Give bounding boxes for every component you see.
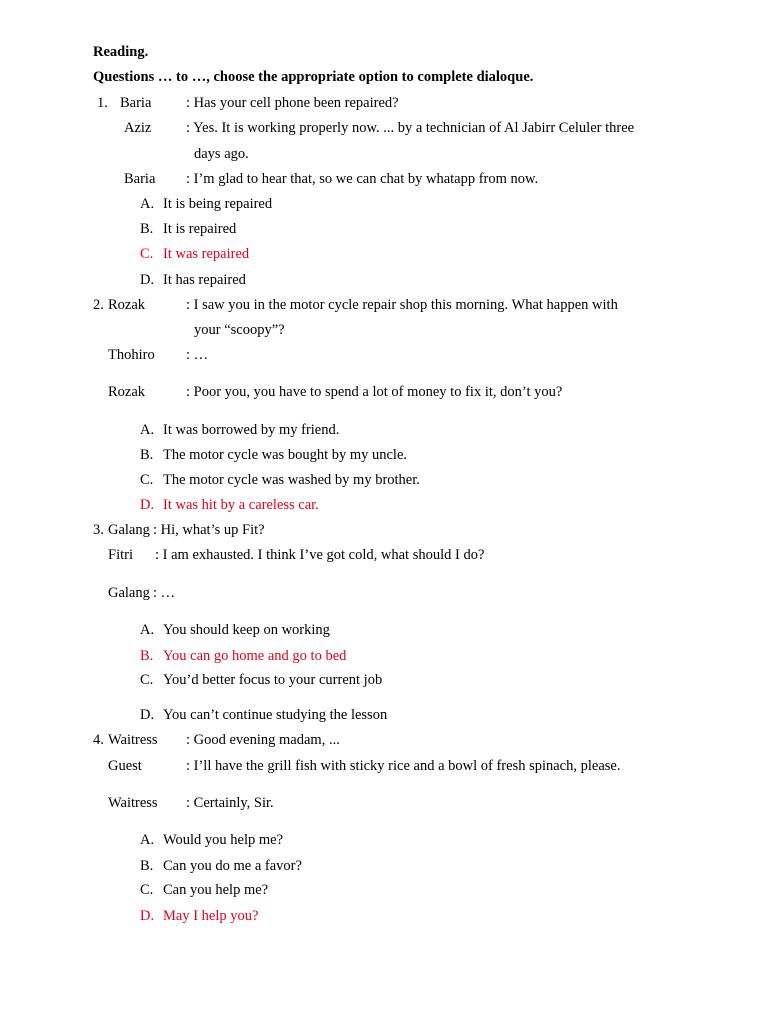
dialogue-line: : Certainly, Sir. <box>186 795 274 811</box>
speaker-name: Baria <box>120 95 152 111</box>
option-letter: C. <box>140 882 154 898</box>
option-letter-answer: D. <box>140 908 155 924</box>
speaker-name: Rozak <box>108 384 146 400</box>
dialogue-line: : Hi, what’s up Fit? <box>153 522 265 538</box>
dialogue-line: : … <box>186 347 209 363</box>
option-letter: D. <box>140 707 155 723</box>
dialogue-line: : Has your cell phone been repaired? <box>186 95 399 111</box>
speaker-name: Fitri <box>108 547 133 563</box>
option-letter: B. <box>140 858 154 874</box>
dialogue-line: : Poor you, you have to spend a lot of money to fix it, don’t you? <box>186 384 563 400</box>
document-title: Reading. <box>93 44 149 60</box>
option-letter: A. <box>140 832 155 848</box>
question-number: 4. <box>93 732 104 748</box>
speaker-name: Aziz <box>124 120 152 136</box>
question-number: 1. <box>97 95 108 111</box>
option-letter: C. <box>140 472 154 488</box>
option-letter: C. <box>140 672 154 688</box>
option-text-answer: It was hit by a careless car. <box>163 497 319 513</box>
speaker-name: Waitress <box>108 732 158 748</box>
option-text: It is being repaired <box>163 196 273 212</box>
option-text-answer: You can go home and go to bed <box>163 648 347 664</box>
option-letter: B. <box>140 447 154 463</box>
option-letter: A. <box>140 422 155 438</box>
dialogue-line: : … <box>153 585 176 601</box>
option-letter: A. <box>140 622 155 638</box>
speaker-name: Waitress <box>108 795 158 811</box>
question-number: 2. <box>93 297 104 313</box>
option-text: It was borrowed by my friend. <box>163 422 340 438</box>
option-letter: A. <box>140 196 155 212</box>
option-text: Would you help me? <box>163 832 284 848</box>
speaker-name: Baria <box>124 171 156 187</box>
option-text: Can you do me a favor? <box>163 858 302 874</box>
speaker-name: Thohiro <box>108 347 155 363</box>
option-text: The motor cycle was bought by my uncle. <box>163 447 408 463</box>
speaker-name: Galang <box>108 585 150 601</box>
option-text: You’d better focus to your current job <box>163 672 383 688</box>
speaker-name: Galang <box>108 522 150 538</box>
option-text: Can you help me? <box>163 882 269 898</box>
dialogue-line: : I’ll have the grill fish with sticky rice and a bowl of fresh spinach, please. <box>186 758 621 774</box>
speaker-name: Guest <box>108 758 142 774</box>
option-text: The motor cycle was washed by my brother. <box>163 472 420 488</box>
question-number: 3. <box>93 522 104 538</box>
option-letter-answer: D. <box>140 497 155 513</box>
speaker-name: Rozak <box>108 297 146 313</box>
dialogue-line: : I’m glad to hear that, so we can chat by whatapp from now. <box>186 171 539 187</box>
option-text-answer: May I help you? <box>163 908 259 924</box>
option-letter-answer: C. <box>140 246 154 262</box>
dialogue-line-continued: days ago. <box>194 146 249 162</box>
option-text: It is repaired <box>163 221 237 237</box>
option-letter: B. <box>140 221 154 237</box>
option-letter-answer: B. <box>140 648 154 664</box>
option-text: It has repaired <box>163 272 246 288</box>
dialogue-line: : Good evening madam, ... <box>186 732 340 748</box>
dialogue-line: : Yes. It is working properly now. ... by a technician of Al Jabirr Celuler three <box>186 120 635 136</box>
option-text: You should keep on working <box>163 622 330 638</box>
option-text-answer: It was repaired <box>163 246 250 262</box>
option-letter: D. <box>140 272 155 288</box>
option-text: You can’t continue studying the lesson <box>163 707 388 723</box>
dialogue-line: : I am exhausted. I think I’ve got cold, what should I do? <box>155 547 485 563</box>
dialogue-line: : I saw you in the motor cycle repair shop this morning. What happen with <box>186 297 618 313</box>
dialogue-line-continued: your “scoopy”? <box>194 322 285 338</box>
instruction-text: Questions … to …, choose the appropriate option to complete dialoque. <box>93 69 534 85</box>
